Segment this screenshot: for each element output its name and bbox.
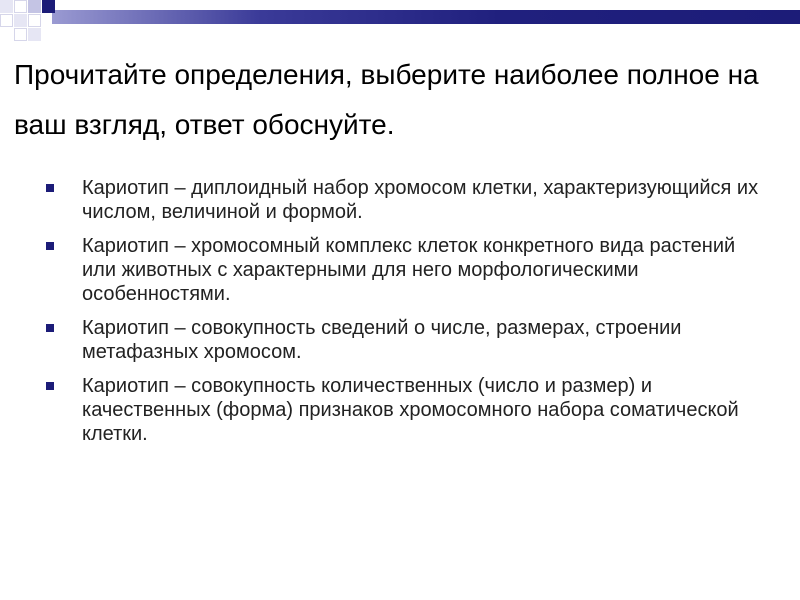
decorative-square: [0, 0, 13, 13]
definition-item: [40, 316, 760, 364]
slide-title: Прочитайте определения, выберите наиболее полное на ваш взгляд, ответ обоснуйте.: [14, 59, 759, 140]
definition-item: [40, 176, 760, 224]
square-bullet-icon: [46, 242, 54, 250]
definition-list: [40, 176, 760, 456]
definition-item: [40, 374, 760, 446]
definition-text: Кариотип – диплоидный набор хромосом клетки, характеризующийся их числом, величиной и формой.: [82, 177, 759, 223]
decorative-square: [28, 28, 41, 41]
decorative-square: [14, 0, 27, 13]
decorative-square: [14, 14, 27, 27]
definition-text: Кариотип – хромосомный комплекс клеток конкретного вида растений или животных с характерными для него морфологическими особенностями.: [82, 235, 736, 305]
header-gradient-bar: [52, 10, 800, 24]
decorative-square: [28, 0, 41, 13]
square-bullet-icon: [46, 184, 54, 192]
square-bullet-icon: [46, 382, 54, 390]
square-bullet-icon: [46, 324, 54, 332]
definition-text: Кариотип – совокупность количественных (число и размер) и качественных (форма) признаков хромосомного набора соматической клетки.: [82, 375, 739, 445]
decorative-square: [14, 28, 27, 41]
decorative-square: [42, 0, 55, 13]
decorative-header-band: [0, 0, 800, 34]
definition-text: Кариотип – совокупность сведений о числе, размерах, строении метафазных хромосом.: [82, 317, 682, 363]
definition-item: [40, 234, 760, 306]
decorative-square: [0, 14, 13, 27]
decorative-square: [28, 14, 41, 27]
